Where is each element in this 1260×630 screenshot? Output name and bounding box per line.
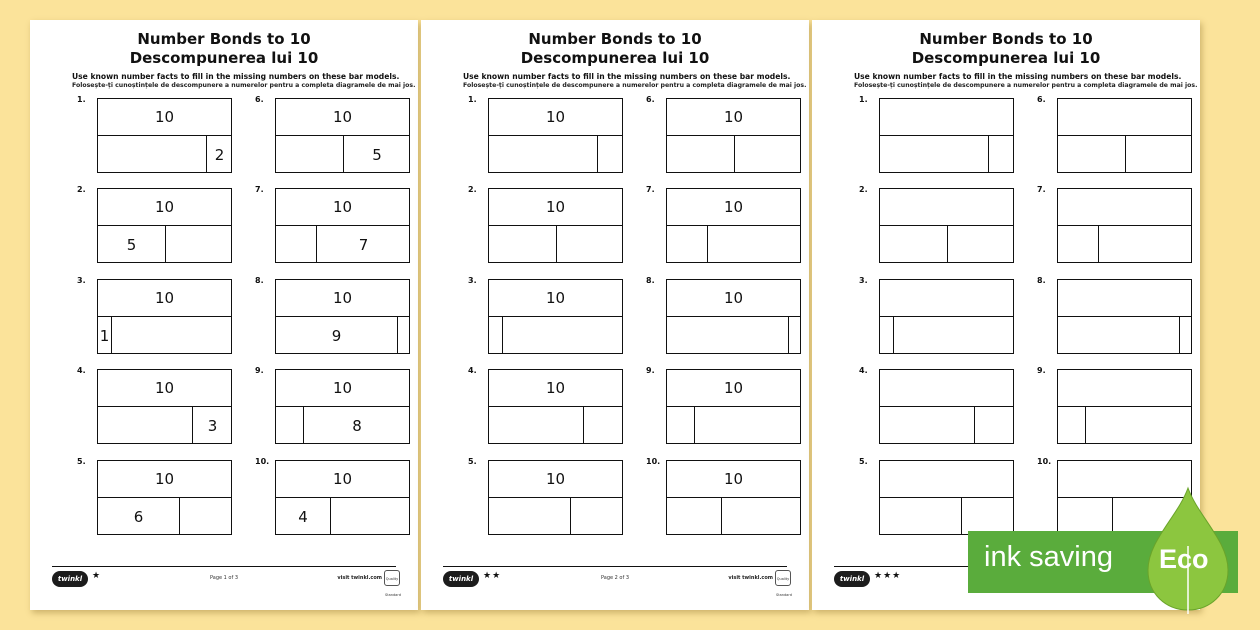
question-number: 4. (859, 366, 868, 375)
left-part-value: 9 (331, 327, 342, 345)
question-number: 9. (646, 366, 655, 375)
whole-bar (666, 188, 801, 226)
part-divider (597, 136, 598, 172)
quality-badge: Quality Standard (775, 570, 791, 586)
part-divider (734, 136, 735, 172)
whole-bar (275, 460, 410, 498)
parts-bar (1057, 225, 1192, 263)
eco-label: Eco (1159, 544, 1209, 574)
whole-bar (275, 369, 410, 407)
question-number: 10. (255, 457, 270, 466)
whole-value: 10 (332, 289, 353, 307)
whole-bar (666, 98, 801, 136)
worksheet-page-1 (30, 20, 418, 610)
worksheet-page-2 (421, 20, 809, 610)
part-divider (330, 498, 331, 534)
whole-bar (97, 188, 232, 226)
parts-bar (666, 497, 801, 535)
whole-bar (275, 98, 410, 136)
parts-bar (879, 316, 1014, 354)
parts-bar (666, 135, 801, 173)
whole-value: 10 (332, 470, 353, 488)
whole-bar (666, 460, 801, 498)
parts-bar (275, 225, 410, 263)
worksheet-subtitle: Descompunerea lui 10 (520, 49, 710, 67)
part-divider (570, 498, 571, 534)
whole-value: 10 (545, 108, 566, 126)
difficulty-stars: ★★★ (874, 571, 902, 581)
whole-value: 10 (154, 108, 175, 126)
parts-bar (97, 497, 232, 535)
part-divider (397, 317, 398, 353)
question-number: 3. (77, 276, 86, 285)
instruction-romanian: Folosește-ți cunoștințele de descompunere a numerelor pentru a completa diagramele de mai jos. (72, 82, 416, 89)
left-part-value: 1 (99, 327, 110, 345)
right-part-value: 5 (372, 146, 382, 164)
twinkl-logo: twinkl (52, 571, 88, 587)
whole-bar (879, 460, 1014, 498)
whole-bar (1057, 188, 1192, 226)
question-number: 4. (468, 366, 477, 375)
worksheet-title: Number Bonds to 10 (528, 30, 702, 48)
whole-value: 10 (723, 470, 744, 488)
ink-saving-text: ink saving (984, 541, 1113, 573)
question-number: 8. (646, 276, 655, 285)
whole-value: 10 (332, 108, 353, 126)
parts-bar (1057, 406, 1192, 444)
part-divider (179, 498, 180, 534)
parts-bar (879, 225, 1014, 263)
part-divider (974, 407, 975, 443)
part-divider (788, 317, 789, 353)
part-divider (583, 407, 584, 443)
whole-bar (666, 279, 801, 317)
parts-bar (97, 316, 232, 354)
parts-bar (879, 135, 1014, 173)
parts-bar (666, 225, 801, 263)
parts-bar (666, 406, 801, 444)
instruction-english: Use known number facts to fill in the missing numbers on these bar models. (854, 72, 1182, 81)
question-number: 6. (646, 95, 655, 104)
worksheet-subtitle: Descompunerea lui 10 (911, 49, 1101, 67)
question-number: 5. (77, 457, 86, 466)
footer-divider (443, 566, 787, 567)
question-number: 2. (77, 185, 86, 194)
twinkl-logo: twinkl (834, 571, 870, 587)
right-part-value: 2 (214, 146, 225, 164)
difficulty-stars: ★★ (483, 571, 502, 581)
whole-bar (97, 460, 232, 498)
part-divider (111, 317, 112, 353)
left-part-value: 5 (126, 236, 137, 254)
worksheet-subtitle: Descompunerea lui 10 (129, 49, 319, 67)
part-divider (707, 226, 708, 262)
worksheet-title: Number Bonds to 10 (919, 30, 1093, 48)
instruction-romanian: Folosește-ți cunoștințele de descompunere a numerelor pentru a completa diagramele de mai jos. (854, 82, 1198, 89)
question-number: 8. (1037, 276, 1046, 285)
parts-bar (275, 316, 410, 354)
parts-bar (97, 225, 232, 263)
difficulty-stars: ★ (92, 571, 102, 581)
left-part-value: 4 (298, 508, 308, 526)
whole-bar (97, 279, 232, 317)
whole-bar (488, 98, 623, 136)
question-number: 3. (468, 276, 477, 285)
part-divider (502, 317, 503, 353)
question-number: 6. (1037, 95, 1046, 104)
visit-link: visit twinkl.com (728, 575, 773, 581)
parts-bar (97, 135, 232, 173)
parts-bar (488, 135, 623, 173)
whole-bar (879, 369, 1014, 407)
whole-bar (488, 279, 623, 317)
part-divider (1125, 136, 1126, 172)
whole-value: 10 (545, 379, 566, 397)
question-number: 3. (859, 276, 868, 285)
whole-bar (97, 98, 232, 136)
parts-bar (666, 316, 801, 354)
whole-bar (879, 188, 1014, 226)
part-divider (988, 136, 989, 172)
worksheet-title: Number Bonds to 10 (137, 30, 311, 48)
right-part-value: 3 (207, 417, 218, 435)
question-number: 8. (255, 276, 264, 285)
whole-value: 10 (154, 379, 175, 397)
parts-bar (488, 316, 623, 354)
question-number: 7. (646, 185, 655, 194)
question-number: 10. (646, 457, 661, 466)
part-divider (556, 226, 557, 262)
question-number: 1. (468, 95, 477, 104)
page-number: Page 1 of 3 (209, 575, 239, 581)
whole-value: 10 (545, 289, 566, 307)
whole-bar (666, 369, 801, 407)
whole-value: 10 (154, 289, 175, 307)
whole-value: 10 (154, 198, 175, 216)
whole-value: 10 (545, 470, 566, 488)
page-number: Page 2 of 3 (600, 575, 630, 581)
whole-bar (1057, 369, 1192, 407)
left-part-value: 6 (133, 508, 144, 526)
part-divider (1179, 317, 1180, 353)
whole-value: 10 (723, 379, 744, 397)
whole-value: 10 (332, 379, 353, 397)
parts-bar (488, 406, 623, 444)
part-divider (947, 226, 948, 262)
question-number: 7. (255, 185, 264, 194)
part-divider (694, 407, 695, 443)
right-part-value: 7 (358, 236, 369, 254)
question-number: 10. (1037, 457, 1052, 466)
twinkl-logo: twinkl (443, 571, 479, 587)
parts-bar (879, 497, 1014, 535)
whole-bar (97, 369, 232, 407)
whole-value: 10 (154, 470, 175, 488)
parts-bar (275, 406, 410, 444)
question-number: 1. (859, 95, 868, 104)
question-number: 5. (859, 457, 868, 466)
question-number: 5. (468, 457, 477, 466)
quality-badge: Quality Standard (384, 570, 400, 586)
question-number: 7. (1037, 185, 1046, 194)
whole-bar (1057, 98, 1192, 136)
whole-bar (488, 460, 623, 498)
part-divider (165, 226, 166, 262)
part-divider (961, 498, 962, 534)
part-divider (721, 498, 722, 534)
parts-bar (488, 497, 623, 535)
question-number: 4. (77, 366, 86, 375)
question-number: 2. (468, 185, 477, 194)
parts-bar (275, 497, 410, 535)
visit-link: visit twinkl.com (337, 575, 382, 581)
question-number: 2. (859, 185, 868, 194)
footer-divider (52, 566, 396, 567)
parts-bar (879, 406, 1014, 444)
whole-bar (879, 98, 1014, 136)
part-divider (1098, 226, 1099, 262)
parts-bar (1057, 316, 1192, 354)
question-number: 1. (77, 95, 86, 104)
right-part-value: 8 (352, 417, 362, 435)
whole-value: 10 (545, 198, 566, 216)
part-divider (893, 317, 894, 353)
whole-value: 10 (723, 289, 744, 307)
whole-bar (879, 279, 1014, 317)
whole-bar (275, 188, 410, 226)
whole-value: 10 (332, 198, 353, 216)
whole-bar (488, 369, 623, 407)
whole-bar (488, 188, 623, 226)
parts-bar (97, 406, 232, 444)
instruction-english: Use known number facts to fill in the missing numbers on these bar models. (463, 72, 791, 81)
instruction-romanian: Folosește-ți cunoștințele de descompunere a numerelor pentru a completa diagramele de mai jos. (463, 82, 807, 89)
instruction-english: Use known number facts to fill in the missing numbers on these bar models. (72, 72, 400, 81)
whole-bar (275, 279, 410, 317)
parts-bar (488, 225, 623, 263)
whole-bar (1057, 279, 1192, 317)
question-number: 6. (255, 95, 264, 104)
part-divider (1112, 498, 1113, 534)
part-divider (1085, 407, 1086, 443)
parts-bar (275, 135, 410, 173)
parts-bar (1057, 135, 1192, 173)
question-number: 9. (1037, 366, 1046, 375)
question-number: 9. (255, 366, 264, 375)
worksheet-page-3 (812, 20, 1200, 610)
whole-value: 10 (723, 198, 744, 216)
whole-value: 10 (723, 108, 744, 126)
